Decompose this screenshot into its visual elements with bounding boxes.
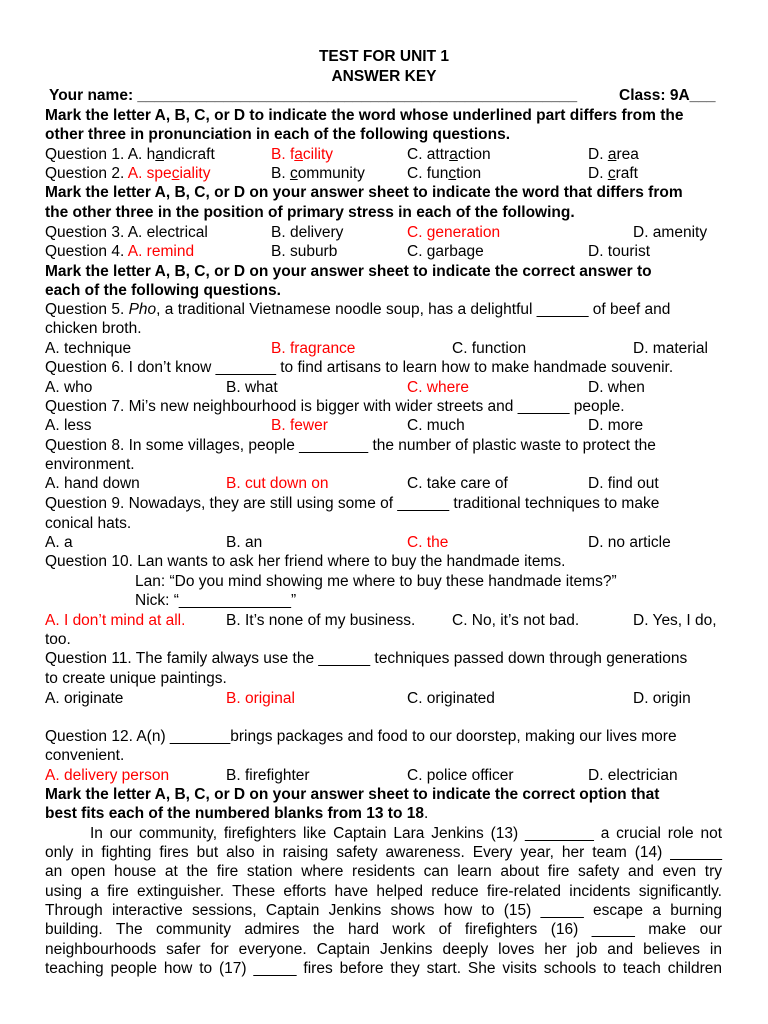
q7-option-a: A. less (45, 417, 92, 434)
q3-option-b: B. delivery (271, 224, 344, 241)
q8-option-c: C. take care of (407, 475, 508, 492)
class-field-label: Class: 9A___ (619, 87, 716, 104)
passage-line: building. The community admires the hard work of firefighters (16) _____ make our (45, 921, 722, 938)
q10-option-d-cont: too. (45, 631, 71, 648)
q12-option-a: A. delivery person (45, 767, 170, 784)
q4-option-d: D. tourist (588, 243, 651, 260)
section-4-instruction-cont: best fits each of the numbered blanks from 13 to 18. (45, 805, 429, 822)
q2-option-d: D. craft (588, 165, 638, 182)
question-4: Question 4. A. remind (45, 243, 195, 260)
q12-option-b: B. firefighter (226, 767, 310, 784)
q11-option-a: A. originate (45, 690, 124, 707)
q4-option-b: B. suburb (271, 243, 338, 260)
question-8-cont: environment. (45, 456, 135, 473)
q2-option-b: B. community (271, 165, 365, 182)
q11-option-c: C. originated (407, 690, 495, 707)
q7-option-b: B. fewer (271, 417, 328, 434)
question-2: Question 2. A. speciality (45, 165, 211, 182)
q9-option-c: C. the (407, 534, 449, 551)
question-3: Question 3. A. electrical (45, 224, 208, 241)
q12-option-c: C. police officer (407, 767, 514, 784)
q9-option-a: A. a (45, 534, 73, 551)
q12-option-d: D. electrician (588, 767, 678, 784)
passage-line: an open house at the fire station where residents can learn about fire safety and even try (45, 863, 722, 880)
question-9: Question 9. Nowadays, they are still using some of ______ traditional techniques to make (45, 495, 660, 512)
question-1: Question 1. A. handicraft (45, 146, 215, 163)
q10-dialogue-lan: Lan: “Do you mind showing me where to buy these handmade items?” (135, 573, 617, 590)
page-title: TEST FOR UNIT 1 (318, 48, 450, 65)
q5-option-a: A. technique (45, 340, 132, 357)
passage-line: only in fighting fires but also in raising safety awareness. Every year, her team (14) ______ (45, 844, 722, 861)
q2-option-c: C. function (407, 165, 482, 182)
q10-dialogue-nick: Nick: “_____________” (135, 592, 297, 609)
passage-line: teaching people how to (17) _____ fires before they start. She visits schools to teach children (45, 960, 722, 977)
page-subtitle: ANSWER KEY (331, 68, 437, 85)
passage-line: neighbourhoods safer for everyone. Captain Jenkins deeply loves her job and believes in (45, 941, 722, 958)
q11-option-b: B. original (226, 690, 295, 707)
q1-option-b: B. facility (271, 146, 334, 163)
question-12: Question 12. A(n) _______brings packages and food to our doorstep, making our lives more (45, 728, 677, 745)
q6-option-b: B. what (226, 379, 278, 396)
q1-option-c: C. attraction (407, 146, 491, 163)
section-1-instruction-cont: other three in pronunciation in each of the following questions. (45, 126, 511, 143)
section-2-instruction-cont: the other three in the position of primary stress in each of the following. (45, 204, 575, 221)
q8-option-b: B. cut down on (226, 475, 329, 492)
q10-option-b: B. It’s none of my business. (226, 612, 416, 629)
q8-option-d: D. find out (588, 475, 659, 492)
q9-option-b: B. an (226, 534, 263, 551)
q10-option-d: D. Yes, I do, (633, 612, 717, 629)
section-2-instruction: Mark the letter A, B, C, or D on your answer sheet to indicate the word that differs from (45, 184, 683, 201)
section-4-instruction: Mark the letter A, B, C, or D on your answer sheet to indicate the correct option that (45, 786, 660, 803)
q6-option-c: C. where (407, 379, 470, 396)
question-11-cont: to create unique paintings. (45, 670, 227, 687)
q8-option-a: A. hand down (45, 475, 140, 492)
q5-option-d: D. material (633, 340, 708, 357)
q6-option-a: A. who (45, 379, 93, 396)
q6-option-d: D. when (588, 379, 645, 396)
section-1-instruction: Mark the letter A, B, C, or D to indicate the word whose underlined part differs from the (45, 107, 684, 124)
question-5: Question 5. Pho, a traditional Vietnamese noodle soup, has a delightful ______ of beef and (45, 301, 671, 318)
q4-option-c: C. garbage (407, 243, 484, 260)
q10-option-a: A. I don’t mind at all. (45, 612, 186, 629)
q7-option-c: C. much (407, 417, 465, 434)
q10-option-c: C. No, it’s not bad. (452, 612, 580, 629)
q3-option-c: C. generation (407, 224, 501, 241)
question-5-cont: chicken broth. (45, 320, 142, 337)
question-10: Question 10. Lan wants to ask her friend where to buy the handmade items. (45, 553, 566, 570)
passage-line: using a fire extinguisher. These efforts have helped reduce fire-related incidents significantly. (45, 883, 722, 900)
question-8: Question 8. In some villages, people ________ the number of plastic waste to protect the (45, 437, 656, 454)
q9-option-d: D. no article (588, 534, 671, 551)
q5-option-c: C. function (452, 340, 527, 357)
q3-option-d: D. amenity (633, 224, 708, 241)
q1-option-d: D. area (588, 146, 639, 163)
name-field-label: Your name: ___________________________________________________ (49, 87, 578, 104)
q7-option-d: D. more (588, 417, 644, 434)
question-7: Question 7. Mi’s new neighbourhood is bigger with wider streets and ______ people. (45, 398, 625, 415)
section-3-instruction-cont: each of the following questions. (45, 282, 281, 299)
question-11: Question 11. The family always use the ______ techniques passed down through generations (45, 650, 688, 667)
passage-line: Through interactive sessions, Captain Jenkins shows how to (15) _____ escape a burning (45, 902, 722, 919)
q5-option-b: B. fragrance (271, 340, 356, 357)
passage-line: In our community, firefighters like Captain Lara Jenkins (13) ________ a crucial role not (90, 825, 722, 842)
question-9-cont: conical hats. (45, 515, 132, 532)
question-12-cont: convenient. (45, 747, 125, 764)
q11-option-d: D. origin (633, 690, 691, 707)
section-3-instruction: Mark the letter A, B, C, or D on your answer sheet to indicate the correct answer to (45, 263, 652, 280)
question-6: Question 6. I don’t know _______ to find artisans to learn how to make handmade souvenir. (45, 359, 674, 376)
